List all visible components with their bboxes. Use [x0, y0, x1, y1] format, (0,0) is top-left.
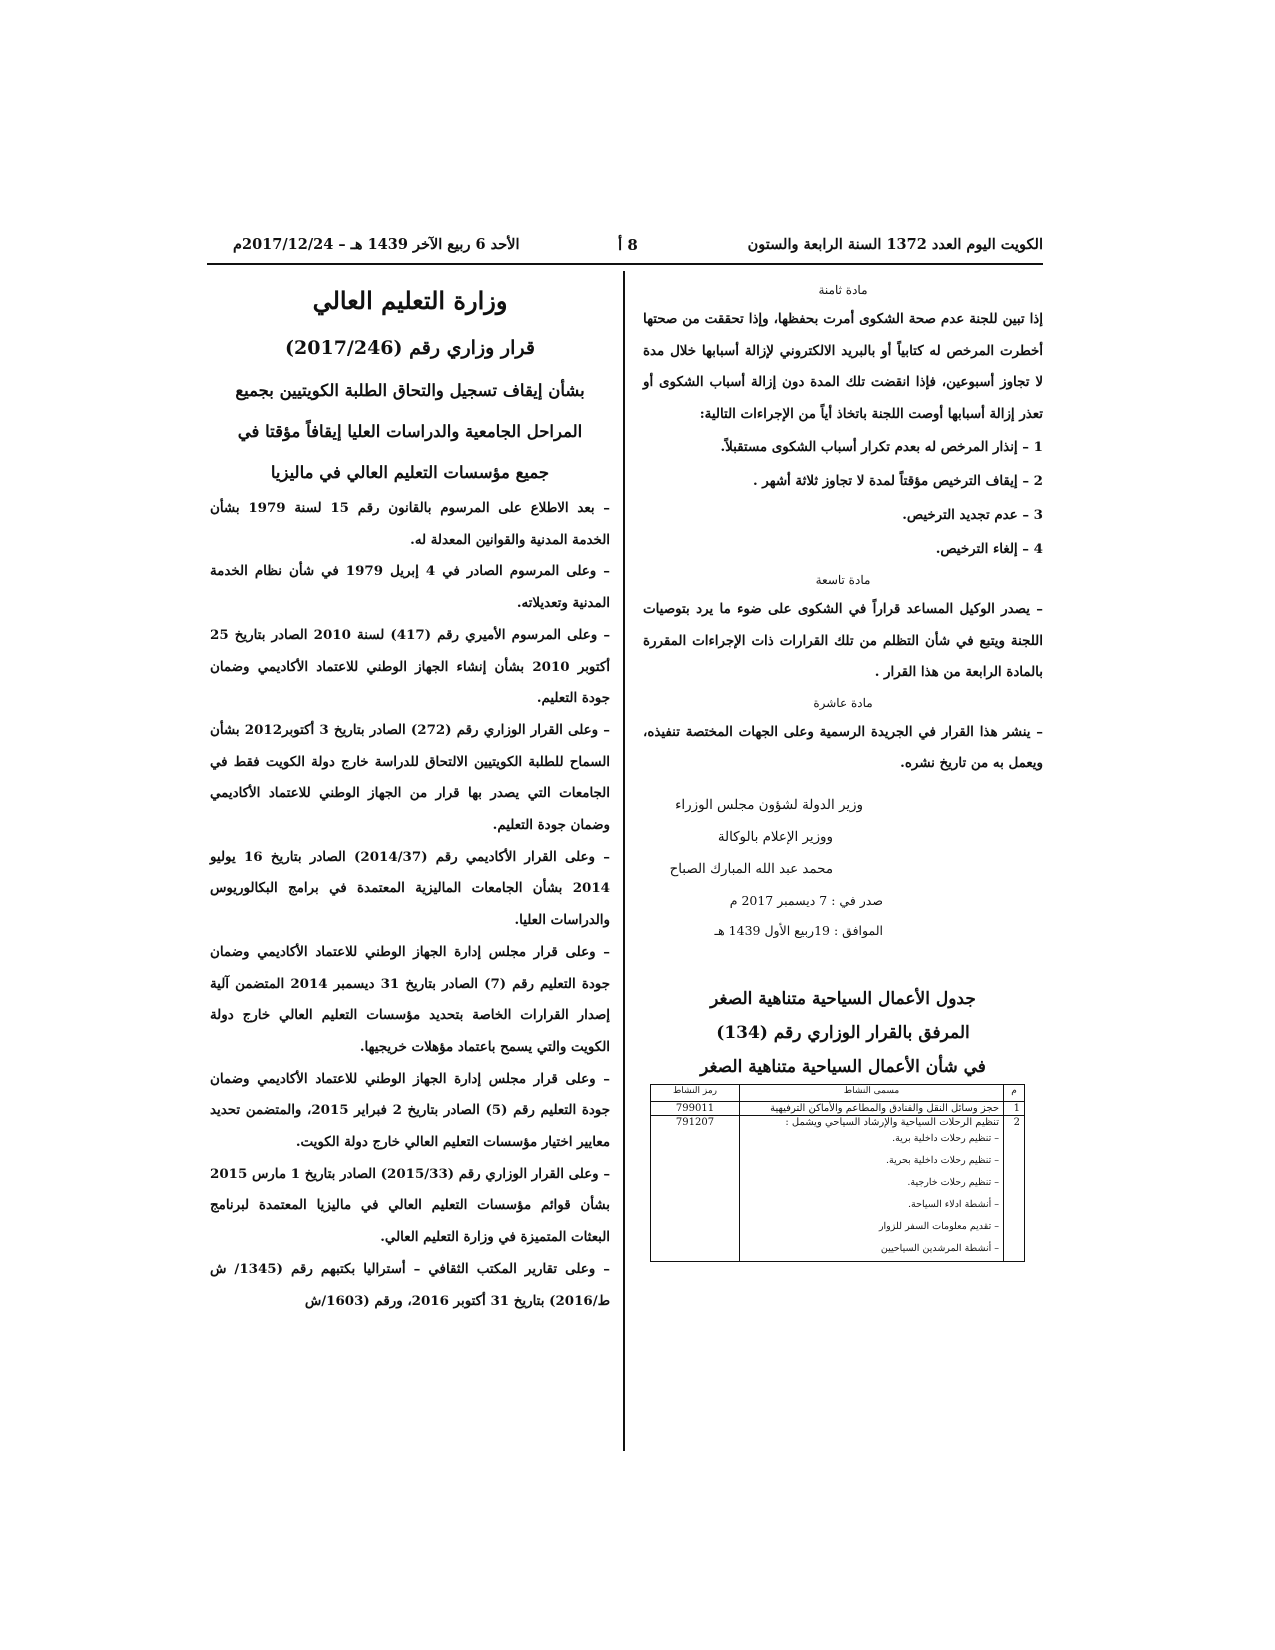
article-9-title: مادة تاسعة: [815, 573, 871, 587]
right-column: [643, 276, 1043, 1262]
preamble-paragraph: – وعلى القرار الأكاديمي رقم (2014/37) الصادر بتاريخ 16 يوليو 2014 بشأن الجامعات الماليزية المعتمدة في برامج البكالوريوس والدراسات العليا.: [210, 848, 610, 929]
issue-date-line: صدر في : 7 ديسمبر 2017 م: [729, 892, 883, 908]
row-code: 799011: [651, 1101, 740, 1115]
signatory-title: ووزير الإعلام بالوكالة: [717, 829, 833, 845]
article-8-item: 4 – إلغاء الترخيص.: [935, 541, 1043, 557]
row-no: 2: [1004, 1115, 1025, 1261]
decision-subject: المراحل الجامعية والدراسات العليا إيقافاً مؤقتا في: [237, 422, 583, 441]
col-header-activity: مسمى النشاط: [740, 1084, 1004, 1101]
page-number: 8 أ: [618, 236, 638, 254]
decision-subject: بشأن إيقاف تسجيل والتحاق الطلبة الكويتيين بجميع: [235, 381, 585, 400]
table-header-row: [651, 1084, 1025, 1101]
preamble-paragraph: – وعلى قرار مجلس إدارة الجهاز الوطني للاعتماد الأكاديمي وضمان جودة التعليم رقم (5) الصادر بتاريخ 2 فبراير 2015، والمتضمن تحديد معايير اختيار مؤسسات التعليم العالي خارج دولة الكويت.: [210, 1070, 610, 1151]
col-header-no: م: [1004, 1084, 1025, 1101]
row-no: 1: [1004, 1101, 1025, 1115]
preamble-paragraph: – وعلى المرسوم الأميري رقم (417) لسنة 2010 الصادر بتاريخ 25 أكتوبر 2010 بشأن إنشاء الجهاز الوطني للاعتماد الأكاديمي وضمان جودة التعليم.: [210, 626, 611, 707]
ministry-heading: وزارة التعليم العالي: [312, 286, 508, 315]
preamble-paragraph: – وعلى القرار الوزاري رقم (2015/33) الصادر بتاريخ 1 مارس 2015 بشأن قوائم مؤسسات التعليم العالي في ماليزيا المعتمدة لبرنامج البعثات المتميزة في وزارة التعليم العالي.: [210, 1165, 611, 1246]
page-header: [233, 236, 1043, 262]
preamble-paragraph: – وعلى القرار الوزاري رقم (272) الصادر بتاريخ 3 أكتوبر2012 بشأن السماح للطلبة الكويتيين الالتحاق للدراسة خارج دولة الكويت فقط في الجامعات التي يصدر بها قرار من الجهاز الوطني للاعتماد الأكاديمي وضمان جودة التعليم.: [210, 721, 610, 834]
article-8-item: 1 – إنذار المرخص له بعدم تكرار أسباب الشكوى مستقبلاً.: [720, 439, 1043, 455]
issue-date: الأحد 6 ربيع الآخر 1439 هـ – 2017/12/24م: [233, 236, 520, 253]
sub-activity: – تنظيم رحلات داخلية بحرية.: [885, 1154, 999, 1166]
table-title: جدول الأعمال السياحية متناهية الصغر: [710, 988, 976, 1009]
article-8-item: 2 – إيقاف الترخيص مؤقتاً لمدة لا تجاوز ثلاثة أشهر .: [752, 473, 1043, 489]
preamble-paragraph: – بعد الاطلاع على المرسوم بالقانون رقم 15 لسنة 1979 بشأن الخدمة المدنية والقوانين المعدلة له.: [210, 500, 610, 548]
activity-name: تنظيم الرحلات السياحية والإرشاد السياحي ويشمل :: [785, 1116, 999, 1128]
article-8-text: إذا تبين للجنة عدم صحة الشكوى أمرت بحفظها، وإذا تحققت من صحتها أخطرت المرخص له كتابياً أو بالبريد الالكتروني لإزالة أسبابها خلال مدة لا تجاوز أسبوعين، فإذا انقضت تلك المدة دون إزالة أسباب الشكوى أو تعذر إزالة أسبابها أوصت اللجنة باتخاذ أياً من الإجراءات التالية:: [643, 311, 1043, 422]
table-row: [651, 1101, 1025, 1115]
signatory-title: وزير الدولة لشؤون مجلس الوزراء: [675, 797, 863, 813]
preamble-paragraph: – وعلى المرسوم الصادر في 4 إبريل 1979 في شأن نظام الخدمة المدنية وتعديلاته.: [210, 563, 610, 612]
sub-activity: – تقديم معلومات السفر للزوار: [878, 1220, 999, 1232]
sub-activity: – أنشطة المرشدين السياحيين: [880, 1242, 999, 1254]
decision-number: قرار وزاري رقم (2017/246): [285, 337, 535, 359]
column-divider: [623, 271, 625, 1451]
article-8-item: 3 – عدم تجديد الترخيص.: [902, 507, 1043, 523]
preamble-paragraph: – وعلى تقارير المكتب الثقافي – أستراليا بكتبهم رقم (1345/ ش ط/2016) بتاريخ 31 أكتوبر 2016، ورقم (1603/ش: [210, 1260, 611, 1309]
decision-subject: جميع مؤسسات التعليم العالي في ماليزيا: [270, 463, 550, 482]
signatory-name: محمد عبد الله المبارك الصباح: [669, 861, 833, 877]
row-activity: [740, 1115, 1004, 1261]
table-row: [651, 1115, 1025, 1261]
sub-activity: – تنظيم رحلات خارجية.: [907, 1176, 999, 1188]
article-10-text: – ينشر هذا القرار في الجريدة الرسمية وعلى الجهات المختصة تنفيذه، ويعمل به من تاريخ نشره.: [643, 723, 1043, 771]
article-10-title: مادة عاشرة: [813, 695, 873, 710]
header-rule: [207, 263, 1043, 265]
article-9-text: – يصدر الوكيل المساعد قراراً في الشكوى على ضوء ما يرد بتوصيات اللجنة ويتبع في شأن التظلم من تلك القرارات ذات الإجراءات المقررة بالمادة الرابعة من هذا القرار .: [643, 601, 1043, 680]
table-subtitle: في شأن الأعمال السياحية متناهية الصغر: [700, 1056, 986, 1077]
gazette-issue-info: الكويت اليوم العدد 1372 السنة الرابعة والستون: [747, 236, 1043, 253]
preamble-paragraph: – وعلى قرار مجلس إدارة الجهاز الوطني للاعتماد الأكاديمي وضمان جودة التعليم رقم (7) الصادر بتاريخ 31 ديسمبر 2014 المتضمن آلية إصدار القرارات الخاصة بتحديد مؤسسات التعليم العالي خارج دولة الكويت والتي يسمح باعتماد مؤهلات خريجيها.: [210, 943, 610, 1055]
sub-activity: – تنظيم رحلات داخلية برية.: [892, 1132, 999, 1144]
activities-table: [650, 1084, 1025, 1262]
hijri-date-line: الموافق : 19ربيع الأول 1439 هـ: [714, 922, 883, 938]
row-activity: حجز وسائل النقل والفنادق والمطاعم والأماكن الترفيهية: [740, 1101, 1004, 1115]
article-8-title: مادة ثامنة: [818, 283, 868, 297]
row-code: 791207: [651, 1115, 740, 1261]
sub-activity: – أنشطة ادلاء السياحة.: [908, 1198, 999, 1210]
col-header-code: رمز النشاط: [651, 1084, 740, 1101]
left-column: [210, 276, 610, 1317]
table-subtitle: المرفق بالقرار الوزاري رقم (134): [716, 1022, 970, 1043]
